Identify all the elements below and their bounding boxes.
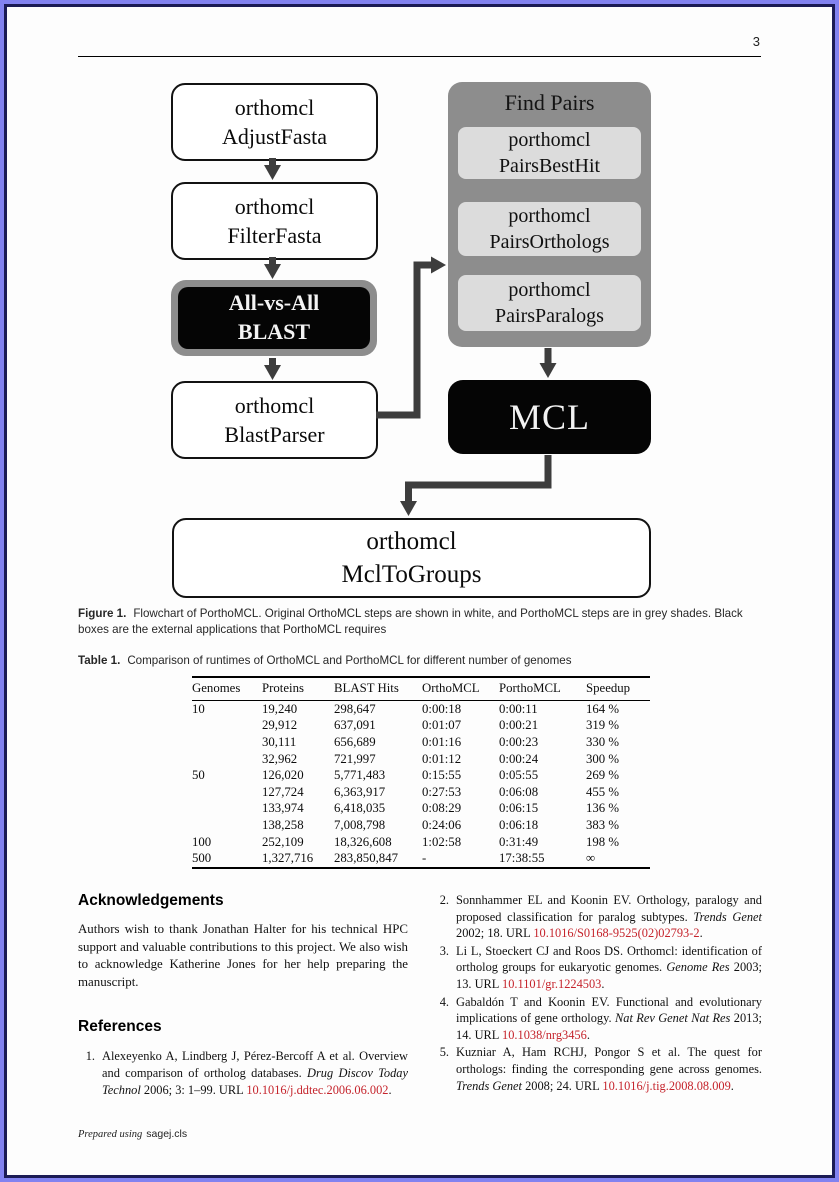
doi-link[interactable]: 10.1038/nrg3456 [502,1027,587,1042]
reference-text [456,994,762,1044]
flow-box-line: BLAST [237,319,311,344]
flow-box-line: porthomcl [508,129,591,151]
table-cell: 126,020 [262,768,304,783]
flow-box-line: FilterFasta [227,223,322,248]
flow-box-line: porthomcl [508,279,591,301]
table-row [192,834,650,851]
table-cell: 6,363,917 [334,784,386,799]
reference-text [456,892,762,942]
flow-box-line: orthomcl [234,193,315,219]
table-cell: 500 [192,850,262,868]
table-cell: 0:08:29 [422,801,462,816]
table-cell: 6,418,035 [334,801,386,816]
table-header-cell: BLAST Hits [334,677,422,701]
table-cell: 0:06:18 [499,817,539,832]
journal-name: Genome Res [666,960,730,975]
table-cell: 5,771,483 [334,768,386,783]
table-cell [192,784,262,801]
table-header-row [192,677,650,701]
flow-box-line: PairsBestHit [498,155,601,177]
reference-number: 2. [439,893,449,907]
table-cell: 17:38:55 [499,850,586,868]
table-cell: 330 % [586,734,620,749]
acknowledgements-heading: Acknowledgements [78,892,224,909]
flow-box-orthomcl-filterfasta [171,182,378,260]
table-cell [192,751,262,768]
table-cell: 198 % [586,834,620,849]
table-cell: 30,111 [262,734,297,749]
reference-part: Li L, Stoeckert CJ and Roos DS. Orthomcl: identification of ortholog groups for eukaryotic genomes. [456,943,762,975]
table-row [192,817,650,834]
flow-box-line: MclToGroups [341,561,482,588]
table-header-cell: Genomes [192,677,262,701]
reference-part: . [586,1027,590,1042]
reference-part: 2008; 24. URL [521,1078,603,1093]
reference-part: Kuzniar A, Ham RCHJ, Pongor S et al. The quest for orthologs: finding the corresponding gene across genomes. [456,1045,762,1076]
reference-number: 1. [85,1049,95,1064]
table-cell: 127,724 [262,784,304,799]
table-cell: 29,912 [262,718,298,733]
table-cell [192,817,262,834]
reference-part: 2003; 13. URL [456,960,763,991]
table-row [192,784,650,801]
journal-name: Nat Rev Genet Nat Res [614,1011,731,1026]
table-cell: 133,974 [262,801,304,816]
reference-item [432,892,762,942]
flow-box-line: orthomcl [366,528,457,555]
table-row [192,767,650,784]
right-column [432,892,762,1099]
flow-box-all-vs-all-blast [178,287,370,349]
reference-part: 2006; 3: 1–99. URL [140,1082,247,1097]
flow-box-orthomcl-mcltogroups [172,518,651,598]
figure-caption-text: Flowchart of PorthoMCL. Original OrthoMCL steps are shown in white, and PorthoMCL steps are in grey shades. Black boxes are the external applications that PorthoMCL requires [78,607,743,636]
table-cell [192,718,262,735]
table-cell: 455 % [586,784,620,799]
doi-link[interactable]: 10.1016/S0168-9525(02)02793-2 [533,926,700,941]
table-caption [78,653,764,669]
reference-part: 2002; 18. URL [456,926,534,941]
flow-box-porthomcl-pairsparalogs [458,275,641,331]
table-cell: 269 % [586,768,620,783]
flow-box-line: AdjustFasta [221,124,328,149]
table-cell: 10 [192,701,205,716]
table-cell: 18,326,608 [334,834,392,849]
table-header-cell: Proteins [262,677,334,701]
table-cell: 19,240 [262,701,298,716]
flow-box-mcl [448,380,651,454]
references-list-left [78,1048,408,1098]
header-rule [78,56,761,57]
reference-part: . [699,926,703,941]
table-cell: 164 % [586,701,620,716]
table-row [192,701,650,718]
flow-box-line: PairsParalogs [495,305,604,327]
table-row [192,718,650,735]
flow-box-porthomcl-pairsbesthit [458,127,641,179]
table-cell: 0:00:18 [422,701,462,716]
flow-group-find-pairs [448,82,651,347]
table-cell: - [422,850,499,868]
table-cell: ∞ [586,850,650,868]
footer-note [78,1128,187,1140]
journal-name: Trends Genet [693,909,762,924]
footer-prepared-text: Prepared using [78,1129,143,1140]
reference-number: 4. [439,994,449,1009]
reference-text [102,1048,408,1098]
table-cell: 50 [192,768,205,783]
table-cell: 656,689 [334,734,376,749]
runtime-comparison-table [192,676,650,869]
flow-box-porthomcl-pairsorthologs [458,202,641,256]
figure-caption [78,606,764,638]
table-cell: 138,258 [262,817,304,832]
table-cell: 32,962 [262,751,298,766]
reference-item [432,943,762,993]
doi-link[interactable]: 10.1016/j.tig.2008.08.009 [602,1078,731,1093]
journal-name: Drug Discov Today Technol [102,1065,408,1097]
references-list-right [432,892,762,1094]
flow-box-line: PairsOrthologs [489,231,610,253]
table-caption-label: Table 1. [78,654,121,667]
reference-part: . [730,1078,734,1093]
table-cell: 0:05:55 [499,768,539,783]
table-cell: 0:01:12 [422,751,462,766]
figure-1-flowchart [171,82,651,594]
journal-name: Trends Genet [456,1078,522,1093]
table-cell: 0:31:49 [499,834,539,849]
table-cell: 283,850,847 [334,850,422,868]
table-header-cell: OrthoMCL [422,677,499,701]
table-cell: 298,647 [334,701,376,716]
table-cell: 1:02:58 [422,834,462,849]
table-cell: 252,109 [262,834,304,849]
table-cell: 0:24:06 [422,817,462,832]
references-heading: References [78,1018,162,1036]
flow-box-line: orthomcl [234,392,315,418]
reference-part: Sonnhammer EL and Koonin EV. Orthology, paralogy and proposed classification for paralog subtypes. [456,893,762,924]
reference-part: Gabaldón T and Koonin EV. Functional and evolutionary implications of gene orthology. [456,994,762,1026]
table-row [192,734,650,751]
doi-link[interactable]: 10.1016/j.ddtec.2006.06.002 [246,1082,389,1097]
left-column [78,892,408,1099]
table-cell: 0:00:11 [499,701,538,716]
table-cell: 0:01:07 [422,718,462,733]
flow-box-line: All-vs-All [228,290,320,316]
table-cell: 637,091 [334,718,376,733]
flow-box-line: orthomcl [234,94,315,120]
reference-number: 5. [439,1045,449,1060]
page-number: 3 [752,34,760,49]
flow-box-line: BlastParser [224,422,325,447]
table-cell: 0:00:21 [499,718,539,733]
table-cell: 319 % [586,718,620,733]
doi-link[interactable]: 10.1101/gr.1224503 [502,976,602,991]
table-cell: 7,008,798 [334,817,386,832]
two-column-section [78,892,762,1099]
acknowledgements-text: Authors wish to thank Jonathan Halter for his technical HPC support and valuable contributions to this project. We also wish to acknowledge Katherine Jones for her help preparing the manuscript. [78,922,408,989]
table-cell: 721,997 [334,751,376,766]
flow-box-line: porthomcl [508,205,591,227]
table-cell: 0:00:23 [499,734,539,749]
table-row [192,801,650,818]
table-header-cell: Speedup [586,677,650,701]
table-cell: 0:27:53 [422,784,462,799]
figure-caption-label: Figure 1. [78,607,127,620]
table-cell: 383 % [586,817,620,832]
reference-number: 3. [439,943,449,958]
table-cell [192,734,262,751]
flow-box-line: MCL [508,397,590,437]
flow-group-title: Find Pairs [504,90,595,115]
reference-part: 2013; 14. URL [456,1011,762,1042]
reference-item [432,994,762,1044]
table-row [192,751,650,768]
table-cell: 136 % [586,801,620,816]
reference-item [78,1048,408,1098]
reference-item [432,1044,762,1094]
table-cell: 100 [192,834,212,849]
table-cell: 300 % [586,751,620,766]
flow-box-blast-wrapper [171,280,377,356]
table-cell: 0:06:08 [499,784,539,799]
table-cell: 0:15:55 [422,768,462,783]
table-cell [192,801,262,818]
reference-part: . [601,976,605,991]
table-cell: 0:00:24 [499,751,539,766]
table-row [192,850,650,868]
table-cell: 0:01:16 [422,734,462,749]
reference-text [456,943,762,993]
table-header-cell: PorthoMCL [499,677,586,701]
footer-class-name: sagej.cls [146,1128,188,1140]
table-cell: 0:06:15 [499,801,539,816]
reference-part: Alexeyenko A, Lindberg J, Pérez-Bercoff A et al. Overview and comparison of ortholog databases. [102,1049,408,1080]
reference-part: . [388,1082,392,1097]
flow-box-orthomcl-blastparser [171,381,378,459]
table-cell: 1,327,716 [262,850,334,868]
flow-box-orthomcl-adjustfasta [171,83,378,161]
reference-text [456,1044,762,1094]
table-caption-text: Comparison of runtimes of OrthoMCL and PorthoMCL for different number of genomes [127,654,572,667]
